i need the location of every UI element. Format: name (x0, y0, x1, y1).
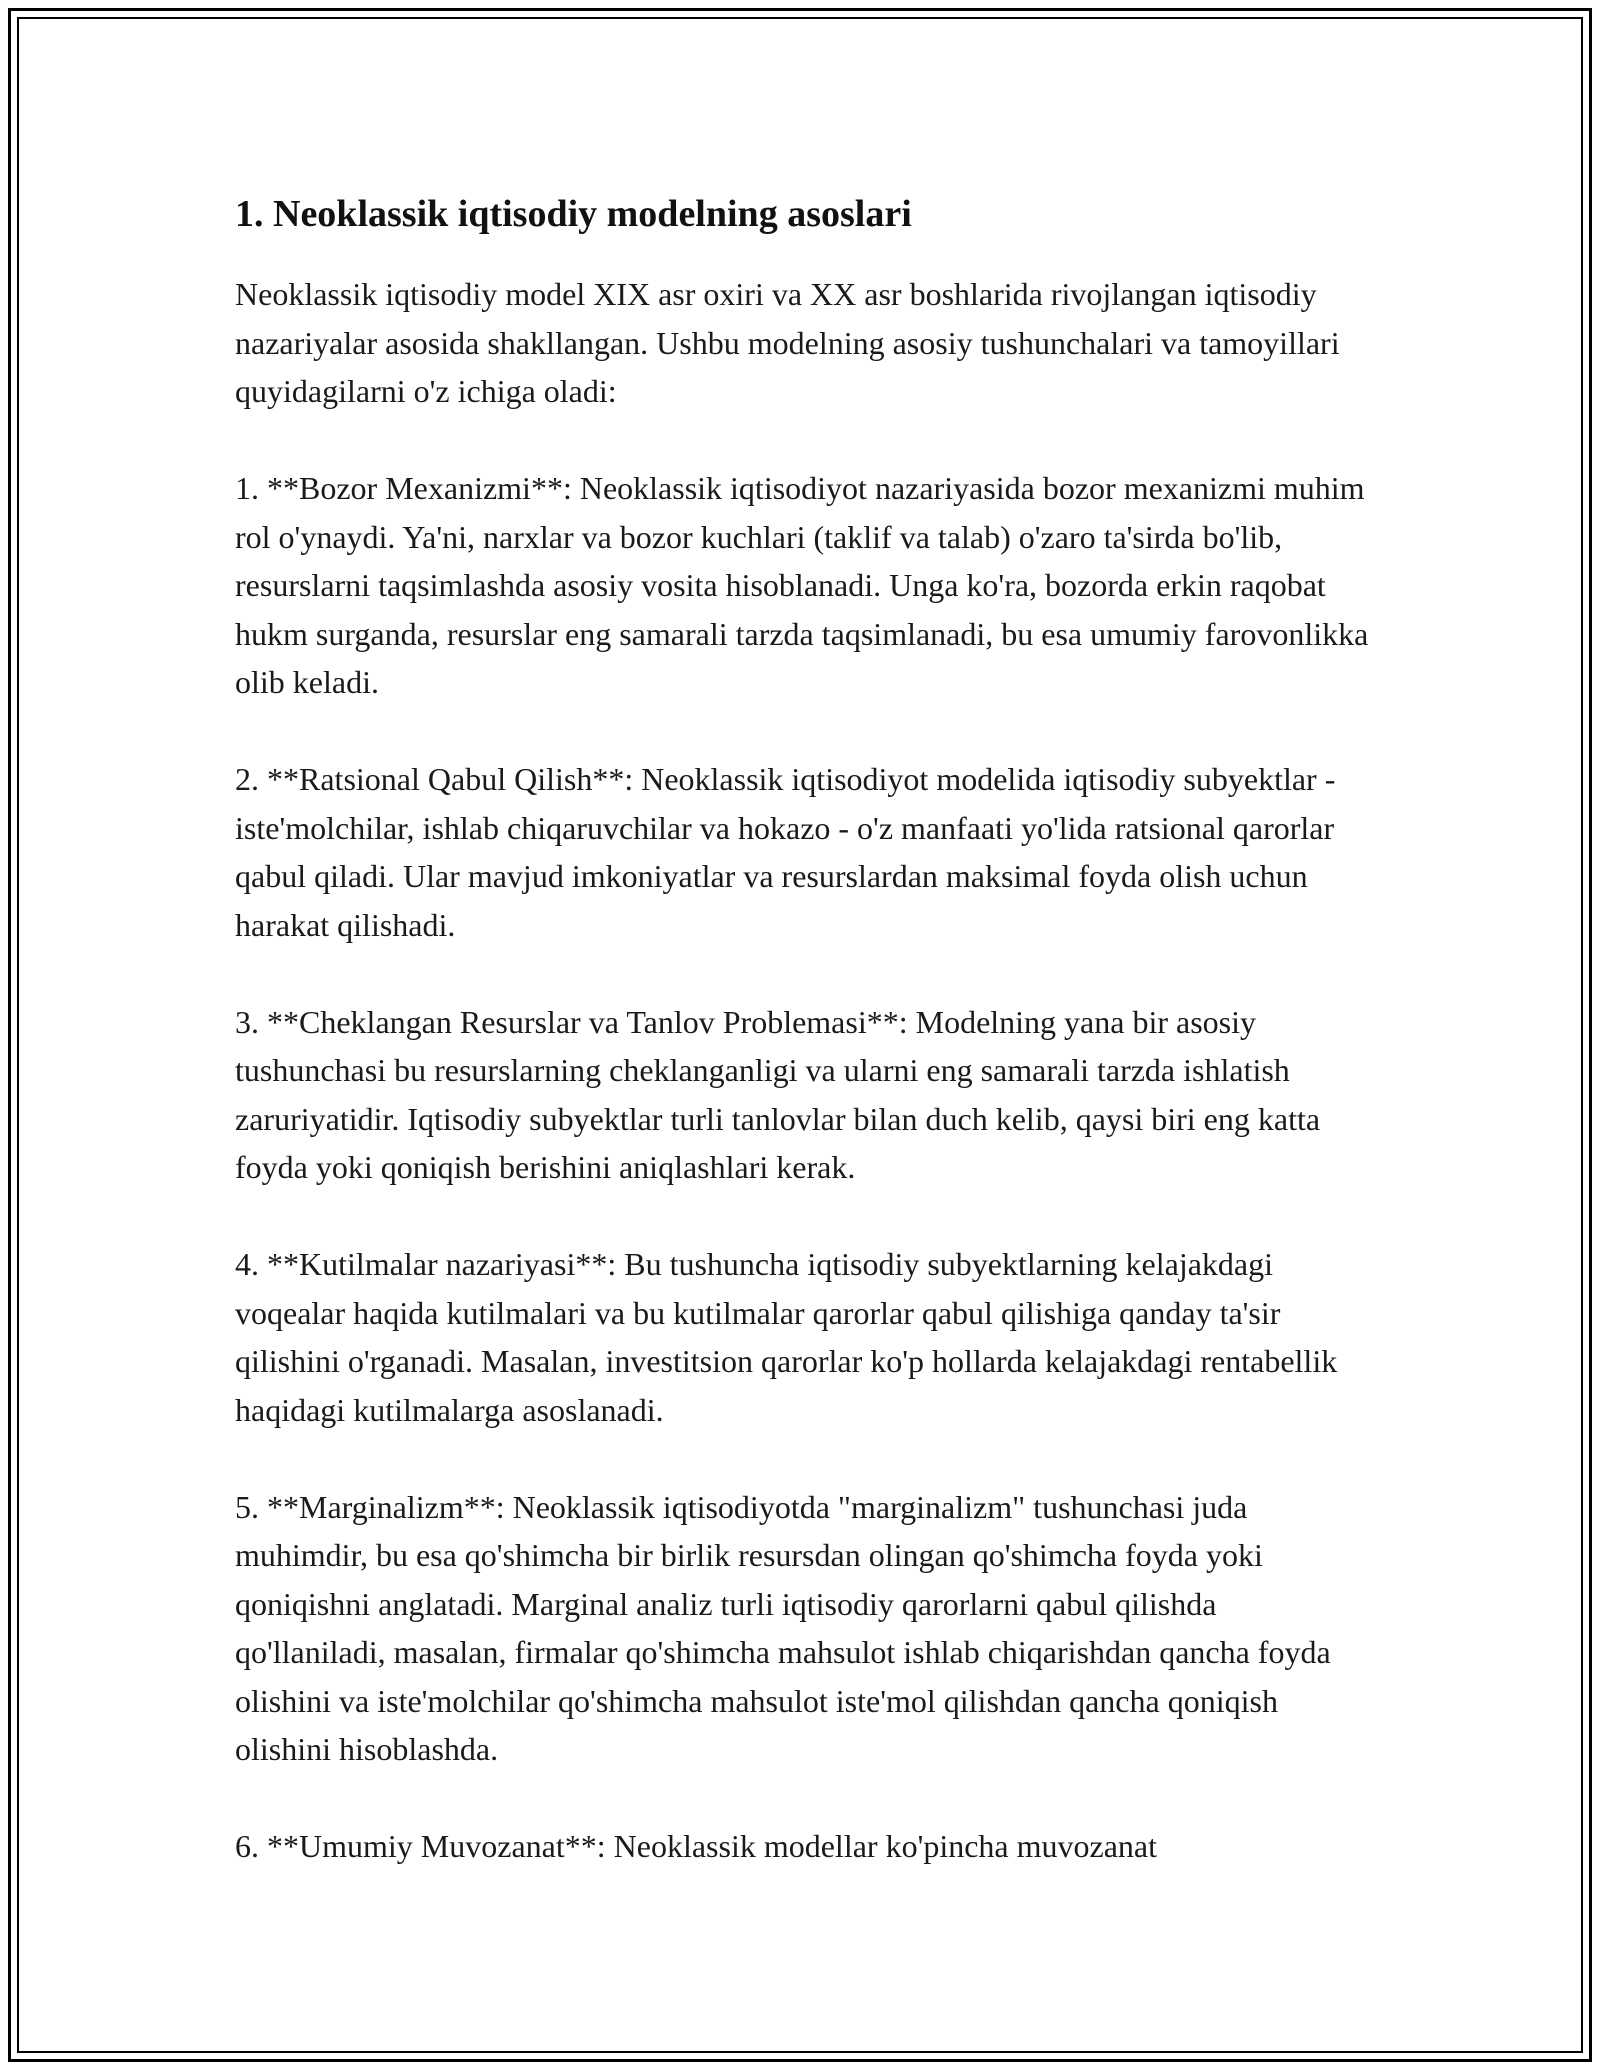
paragraph-intro: Neoklassik iqtisodiy model XIX asr oxiri va XX asr boshlarida rivojlangan iqtisodiy nazariyalar asosida shakllangan. Ushbu modelning asosiy tushunchalari va tamoyillari quyidagilarni o'z ichiga oladi: (235, 276, 1340, 409)
paragraph-ratsional-qabul-qilish: 2. **Ratsional Qabul Qilish**: Neoklassik iqtisodiyot modelida iqtisodiy subyektlar - iste'molchilar, ishlab chiqaruvchilar va hokazo - o'z manfaati yo'lida ratsional qarorlar qabul qiladi. Ular mavjud imkoniyatlar va resurslardan maksimal foyda olish uchun harakat qilishadi. (235, 761, 1336, 943)
paragraph-marginalizm: 5. **Marginalizm**: Neoklassik iqtisodiyotda "marginalizm" tushunchasi juda muhimdir, bu esa qo'shimcha bir birlik resursdan olingan qo'shimcha foyda yoki qoniqishni anglatadi. Marginal analiz turli iqtisodiy qarorlarni qabul qilishda qo'llaniladi, masalan, firmalar qo'shimcha mahsulot ishlab chiqarishdan qancha foyda olishini va iste'molchilar qo'shimcha mahsulot iste'mol qilishdan qancha qoniqish olishini hisoblashda. (235, 1488, 1331, 1767)
paragraph-bozor-mexanizmi: 1. **Bozor Mexanizmi**: Neoklassik iqtisodiyot nazariyasida bozor mexanizmi muhim rol o'ynaydi. Ya'ni, narxlar va bozor kuchlari (taklif va talab) o'zaro ta'sirda bo'lib, resurslarni taqsimlashda asosiy vosita hisoblanadi. Unga ko'ra, bozorda erkin raqobat hukm surganda, resurslar eng samarali tarzda taqsimlanadi, bu esa umumiy farovonlikka olib keladi. (235, 470, 1369, 700)
paragraph-kutilmalar-nazariyasi: 4. **Kutilmalar nazariyasi**: Bu tushuncha iqtisodiy subyektlarning kelajakdagi voqealar haqida kutilmalari va bu kutilmalar qarorlar qabul qilishiga qanday ta'sir qilishini o'rganadi. Masalan, investitsion qarorlar ko'p hollarda kelajakdagi rentabellik haqidagi kutilmalarga asoslanadi. (235, 1246, 1338, 1428)
document-body (235, 188, 1375, 1919)
paragraph-umumiy-muvozanat: 6. **Umumiy Muvozanat**: Neoklassik modellar ko'pincha muvozanat (235, 1828, 1158, 1864)
paragraph-cheklangan-resurslar: 3. **Cheklangan Resurslar va Tanlov Problemasi**: Modelning yana bir asosiy tushunchasi bu resurslarning cheklanganligi va ularni eng samarali tarzda ishlatish zaruriyatidir. Iqtisodiy subyektlar turli tanlovlar bilan duch kelib, qaysi biri eng katta foyda yoki qoniqish berishini aniqlashlari kerak. (235, 1003, 1321, 1185)
document-title: 1. Neoklassik iqtisodiy modelning asoslari (235, 193, 912, 235)
